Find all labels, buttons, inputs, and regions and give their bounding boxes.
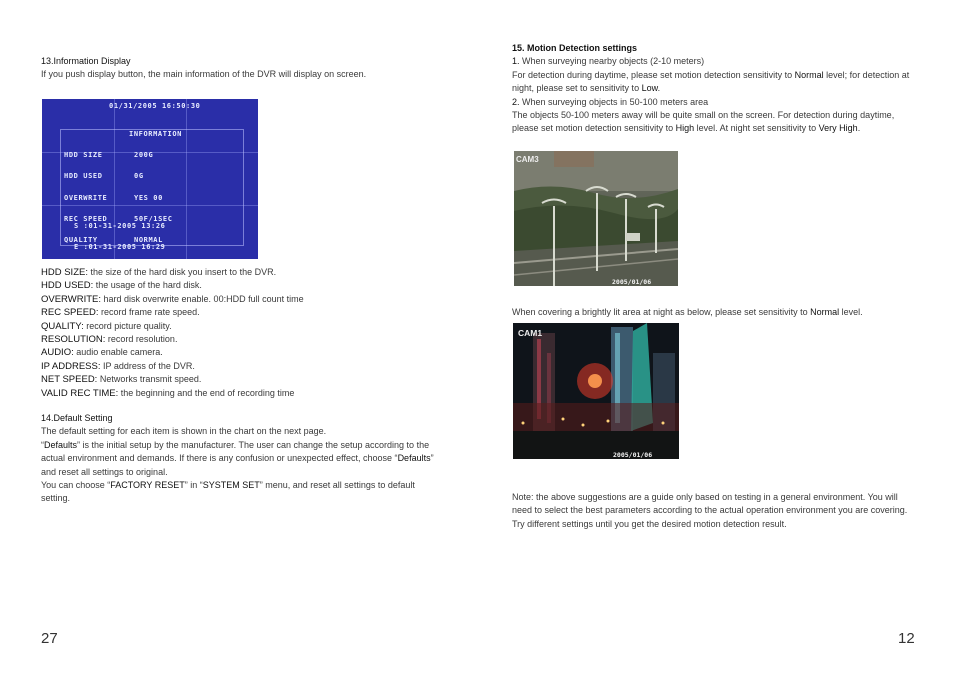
- rec-start-time: S :01-31-2005 13:26: [74, 222, 166, 231]
- definition-desc: record resolution.: [105, 334, 178, 345]
- definition-desc: record frame rate speed.: [98, 307, 200, 318]
- info-label: REC SPEED: [64, 215, 108, 224]
- definition-desc: audio enable camera.: [73, 347, 163, 358]
- paragraph-1-text: For detection during daytime, please set motion detection sensitivity to: [512, 69, 795, 80]
- item-1-text: When surveying nearby objects (2-10 meters): [519, 56, 705, 67]
- defaults-term: Defaults: [397, 453, 431, 464]
- section-14-defaults-paragraph: [41, 439, 443, 479]
- system-set-term: SYSTEM SET: [202, 480, 260, 491]
- definition-term: HDD SIZE:: [41, 267, 88, 278]
- paragraph-2-text: The objects 50-100 meters away will be quite small on the screen. For detection during daytime, please set motion detection sensitivity to: [512, 110, 895, 134]
- info-value: 50F/1SEC: [134, 215, 173, 224]
- section-14-title: 14.Default Setting: [41, 413, 113, 423]
- defaults-text-a: ” is the initial setup by the manufacturer. The user can change the setup according to the actual environment and demands. If there is any confusion or unexpected effect, choose “: [41, 439, 430, 464]
- low-term: Low: [641, 83, 658, 94]
- reset-text-c: ” menu, and reset all settings to default setting.: [41, 480, 415, 504]
- right-page-number: 12: [898, 630, 915, 647]
- section-13-body: If you push display button, the main information of the DVR will display on screen.: [41, 69, 367, 80]
- night-text-a: When covering a brightly lit area at night as below, please set sensitivity to: [512, 307, 811, 317]
- section-14-reset-paragraph: [41, 479, 443, 506]
- rec-end-time: E :01-31-2005 16:29: [74, 243, 166, 252]
- definition-item: [41, 346, 441, 359]
- very-high-term: Very High: [818, 123, 858, 134]
- definitions-list: [41, 266, 441, 400]
- definition-term: IP ADDRESS:: [41, 360, 101, 372]
- night-normal-term: Normal: [810, 307, 840, 317]
- definition-desc: the beginning and the end of recording time: [118, 387, 295, 398]
- definition-item: [41, 333, 441, 346]
- definition-item: [41, 360, 441, 373]
- info-value: 200G: [134, 151, 154, 160]
- rec-time-range: [74, 209, 165, 259]
- right-page-content: [512, 42, 912, 136]
- left-page-number: 27: [41, 630, 58, 647]
- camera-timestamp: 2005/01/06: [612, 278, 652, 286]
- info-label: HDD USED: [64, 172, 103, 181]
- definition-item: [41, 320, 441, 333]
- item-2: [512, 96, 912, 109]
- left-page-content: [41, 55, 441, 82]
- normal-term: Normal: [794, 69, 824, 80]
- high-term: High: [675, 123, 695, 134]
- paragraph-2-text: .: [857, 123, 861, 134]
- item-2-number: 2.: [512, 96, 520, 107]
- factory-reset-term: FACTORY RESET: [110, 480, 185, 491]
- definition-desc: Networks transmit speed.: [97, 374, 202, 385]
- daytime-camera-image: [514, 151, 678, 286]
- camera-timestamp: 2005/01/06: [613, 451, 653, 459]
- night-scene-illustration: [513, 323, 679, 459]
- item-2-text: When surveying objects in 50-100 meters area: [519, 96, 709, 107]
- daytime-scene-illustration: [514, 151, 678, 286]
- item-1: [512, 55, 912, 68]
- info-label: QUALITY: [64, 236, 98, 245]
- section-14-line1: The default setting for each item is shown in the chart on the next page.: [41, 426, 327, 437]
- definition-item: [41, 293, 441, 306]
- definition-term: AUDIO:: [41, 347, 74, 359]
- definition-term: OVERWRITE:: [41, 293, 101, 305]
- info-value: YES 00: [134, 193, 163, 202]
- info-label: OVERWRITE: [64, 193, 108, 202]
- reset-text-a: You can choose “: [41, 480, 111, 491]
- section-13-title: 13.Information Display: [41, 56, 131, 66]
- note-text: Note: the above suggestions are a guide only based on testing in a general environment. You will need to select the best parameters according to the actual operation environment you are covering. Try different settings until you get the desired motion detection result.: [512, 492, 908, 529]
- night-text-b: level.: [839, 307, 863, 317]
- night-paragraph: [512, 306, 912, 319]
- paragraph-1-text: .: [657, 83, 661, 94]
- camera-label: CAM3: [516, 155, 539, 164]
- definition-item: [41, 306, 441, 319]
- definition-term: VALID REC TIME:: [41, 387, 119, 399]
- definition-term: RESOLUTION:: [41, 334, 106, 346]
- dvr-datetime: 01/31/2005 16:50:30: [109, 102, 201, 110]
- definition-desc: the size of the hard disk you insert to the DVR.: [87, 267, 277, 277]
- paragraph-1: [512, 69, 912, 96]
- paragraph-1-text: level; for detection at night, please set to sensitivity to: [512, 69, 910, 94]
- paragraph-2-text: level. At night set sensitivity to: [694, 123, 819, 134]
- definition-item: [41, 387, 441, 400]
- definition-desc: IP address of the DVR.: [100, 360, 195, 371]
- definition-item: [41, 266, 441, 279]
- defaults-text-b: ” and reset all settings to original.: [41, 453, 434, 477]
- info-label: HDD SIZE: [64, 151, 103, 160]
- item-1-number: 1.: [512, 56, 520, 67]
- reset-text-b: ” in “: [184, 480, 203, 491]
- definition-item: [41, 373, 441, 386]
- definition-item: [41, 279, 441, 292]
- dvr-information-screen: [42, 99, 258, 259]
- night-text: [512, 306, 912, 319]
- camera-label: CAM1: [518, 328, 543, 338]
- definition-term: QUALITY:: [41, 320, 84, 332]
- definition-desc: record picture quality.: [83, 320, 172, 331]
- definition-desc: hard disk overwrite enable. 00:HDD full count time: [101, 293, 304, 304]
- info-value: NORMAL: [134, 236, 163, 245]
- note-paragraph: [512, 491, 914, 531]
- info-heading: INFORMATION: [129, 130, 182, 138]
- section-15-title: 15. Motion Detection settings: [512, 43, 638, 53]
- info-value: 0G: [134, 172, 144, 181]
- definition-term: REC SPEED:: [41, 307, 99, 319]
- quote-mark: “: [41, 439, 44, 450]
- definition-term: NET SPEED:: [41, 374, 98, 386]
- definition-term: HDD USED:: [41, 280, 94, 292]
- section-14: [41, 412, 443, 506]
- paragraph-2: [512, 109, 912, 136]
- night-camera-image: [513, 323, 679, 459]
- definition-desc: the usage of the hard disk.: [93, 280, 202, 291]
- defaults-term: Defaults: [44, 439, 78, 450]
